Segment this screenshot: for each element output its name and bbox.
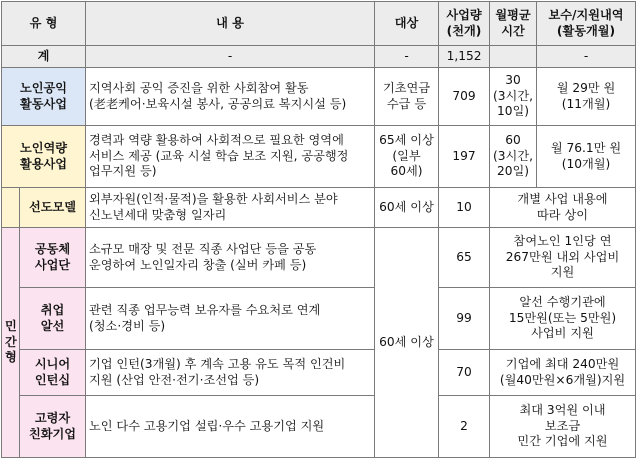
content-public-activity: 지역사회 공익 증진을 위한 사회참여 활동 (老老케어·보육시설 봉사, 공공의료 복지시설 등)	[86, 68, 375, 126]
content-capacity-utilization: 경력과 역량 활용하여 사회적으로 필요한 영역에 서비스 제공 (교육 시설 학습 보조 지원, 공공행정 업무지원 등)	[86, 126, 375, 188]
header-type: 유 형	[2, 2, 86, 46]
header-pay: 보수/지원내역 (활동개월)	[537, 2, 636, 46]
type-leading-model: 선도모델	[20, 188, 86, 228]
hours-public-activity: 30 (3시간, 10일)	[490, 68, 537, 126]
private-group-target: 60세 이상	[375, 228, 439, 458]
total-scale: 1,152	[439, 46, 490, 68]
pay-public-activity: 월 29만 원 (11개월)	[537, 68, 636, 126]
program-table	[1, 1, 636, 458]
row-leading-model	[2, 188, 636, 228]
target-public-activity: 기초연금 수급 등	[375, 68, 439, 126]
content-community-business: 소규모 매장 및 전문 직종 사업단 등을 공동 운영하여 노인일자리 창출 (실버 카페 등)	[86, 228, 375, 288]
type-public-activity: 노인공익 활동사업	[2, 68, 86, 126]
content-leading-model: 외부자원(인적·물적)을 활용한 사회서비스 분야 신노년세대 맞춤형 일자리	[86, 188, 375, 228]
total-content: -	[86, 46, 375, 68]
scale-job-placement: 99	[439, 288, 490, 350]
hours-capacity-utilization: 60 (3시간, 20일)	[490, 126, 537, 188]
pay-senior-friendly-company: 최대 3억원 이내 보조금 민간 기업에 지원	[490, 396, 636, 458]
row-capacity-utilization	[2, 126, 636, 188]
scale-public-activity: 709	[439, 68, 490, 126]
row-senior-internship	[2, 350, 636, 396]
pay-community-business: 참여노인 1인당 연 267만원 내외 사업비 지원	[490, 228, 636, 288]
pay-capacity-utilization: 월 76.1만 원 (10개월)	[537, 126, 636, 188]
content-senior-internship: 기업 인턴(3개월) 후 계속 고용 유도 목적 인건비 지원 (산업 안전·전기·조선업 등)	[86, 350, 375, 396]
header-content: 내 용	[86, 2, 375, 46]
type-job-placement: 취업 알선	[20, 288, 86, 350]
target-leading-model: 60세 이상	[375, 188, 439, 228]
total-target: -	[375, 46, 439, 68]
row-job-placement	[2, 288, 636, 350]
header-scale: 사업량 (천개)	[439, 2, 490, 46]
row-public-activity	[2, 68, 636, 126]
type-capacity-utilization: 노인역량 활용사업	[2, 126, 86, 188]
header-target: 대상	[375, 2, 439, 46]
type-senior-internship: 시니어 인턴십	[20, 350, 86, 396]
indent-leading-model	[2, 188, 20, 228]
total-row	[2, 46, 636, 68]
row-senior-friendly-company	[2, 396, 636, 458]
pay-leading-model: 개별 사업 내용에 따라 상이	[490, 188, 636, 228]
scale-leading-model: 10	[439, 188, 490, 228]
scale-community-business: 65	[439, 228, 490, 288]
total-hours	[490, 46, 537, 68]
header-hours: 월평균 시간	[490, 2, 537, 46]
pay-job-placement: 알선 수행기관에 15만원(또는 5만원) 사업비 지원	[490, 288, 636, 350]
row-community-business	[2, 228, 636, 288]
total-label: 계	[2, 46, 86, 68]
header-row	[2, 2, 636, 46]
scale-senior-friendly-company: 2	[439, 396, 490, 458]
scale-senior-internship: 70	[439, 350, 490, 396]
scale-capacity-utilization: 197	[439, 126, 490, 188]
private-group-label: 민 간 형	[2, 228, 20, 458]
type-senior-friendly-company: 고령자 친화기업	[20, 396, 86, 458]
type-community-business: 공동체 사업단	[20, 228, 86, 288]
pay-senior-internship: 기업에 최대 240만원 (월40만원×6개월)지원	[490, 350, 636, 396]
total-pay: -	[537, 46, 636, 68]
content-job-placement: 관련 직종 업무능력 보유자를 수요처로 연계 (청소·경비 등)	[86, 288, 375, 350]
content-senior-friendly-company: 노인 다수 고용기업 설립·우수 고용기업 지원	[86, 396, 375, 458]
target-capacity-utilization: 65세 이상 (일부 60세)	[375, 126, 439, 188]
